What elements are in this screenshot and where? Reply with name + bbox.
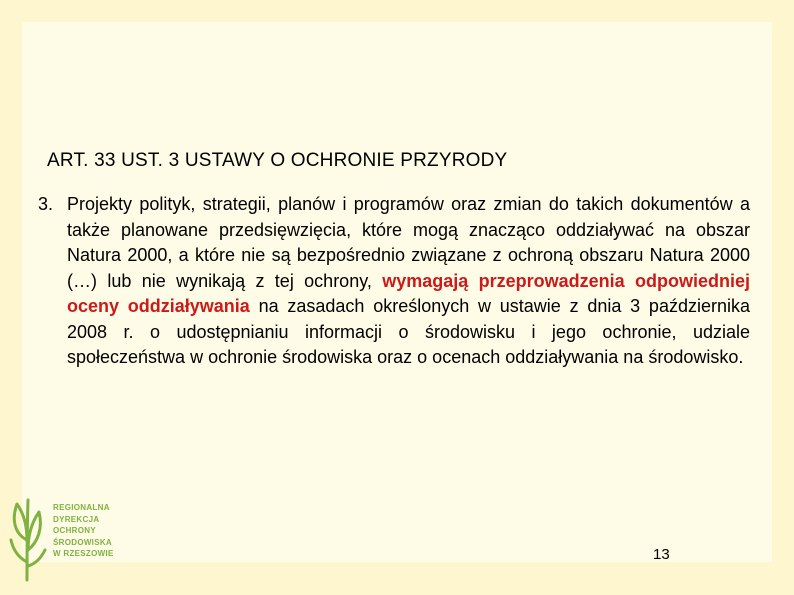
logo-line: ŚRODOWISKA	[53, 537, 112, 547]
rdos-logo	[5, 494, 120, 584]
paragraph-highlight: wymagają przeprowadzenia odpowiedniej oceny oddziaływania	[67, 270, 751, 316]
slide-heading: ART. 33 UST. 3 USTAWY O OCHRONIE PRZYRODY	[47, 150, 508, 171]
logo-line: OCHRONY	[53, 526, 96, 536]
paragraph-text	[67, 192, 750, 371]
paragraph-text-before: Projekty polityk, strategii, planów i programów oraz zmian do takich dokumentów a także planowane przedsięwzięcia, które mogą znacząco oddziaływać na obszar Natura 2000, a które nie są bezpośrednio związane z ochroną obszaru Natura 2000 (…) lub nie wynikają z tej ochrony,	[67, 194, 750, 291]
leaf-logo-icon	[5, 494, 53, 584]
logo-line: DYREKCJA	[53, 514, 100, 524]
paragraph-number: 3.	[38, 194, 54, 214]
logo-line: REGIONALNA	[53, 503, 110, 512]
logo-text	[53, 502, 114, 560]
paragraph-text-after: na zasadach określonych w ustawie z dnia 3 października 2008 r. o udostępnianiu informacji o środowisku i jego ochronie, udziale społeczeństwa w ochronie środowiska oraz o ocenach oddziaływania na środowisko.	[67, 296, 750, 367]
logo-line: W RZESZOWIE	[53, 549, 114, 559]
page-number: 13	[653, 546, 670, 563]
